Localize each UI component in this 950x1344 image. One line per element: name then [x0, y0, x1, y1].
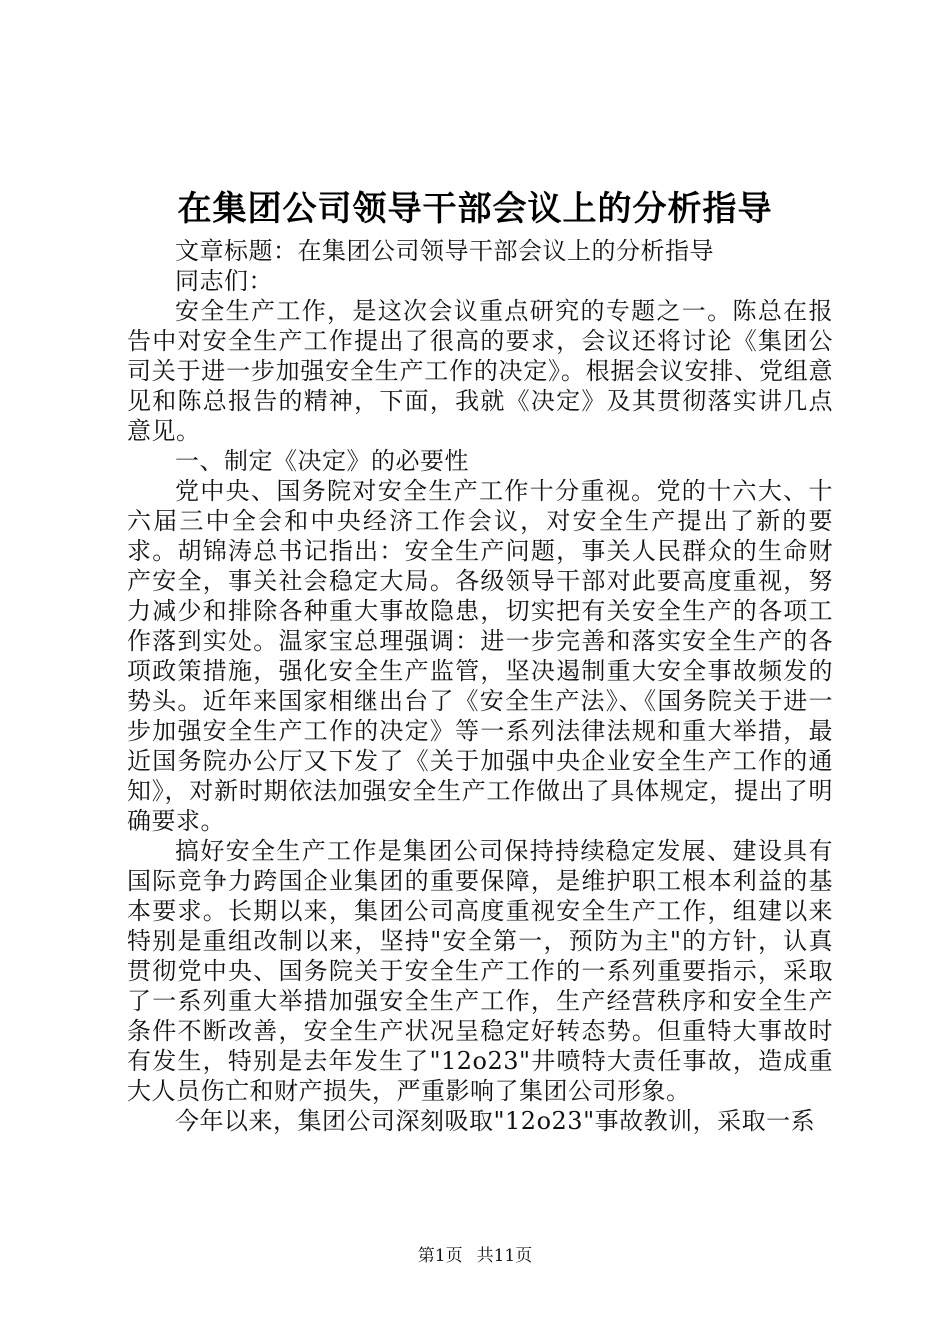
paragraph-group-safety: 搞好安全生产工作是集团公司保持持续稳定发展、建设具有国际竞争力跨国企业集团的重要保障，是维护职工根本利益的基本要求。长期以来，集团公司高度重视安全生产工作，组建以来特别是重组改制以来，坚持"安全第一，预防为主"的方针，认真贯彻党中央、国务院关于安全生产工作的一系列重要指示，采取了一系列重大举措加强安全生产工作，生产经营秩序和安全生产条件不断改善，安全生产状况呈稳定好转态势。但重特大事故时有发生，特别是去年发生了"12o23"井喷特大责任事故，造成重大人员伤亡和财产损失，严重影响了集团公司形象。 — [127, 837, 833, 1105]
total-pages: 共11页 — [476, 1246, 533, 1266]
paragraph-central-policy: 党中央、国务院对安全生产工作十分重视。党的十六大、十六届三中全会和中央经济工作会议，对安全生产提出了新的要求。胡锦涛总书记指出：安全生产问题，事关人民群众的生命财产安全，事关社会稳定大局。各级领导干部对此要高度重视，努力减少和排除各种重大事故隐患，切实把有关安全生产的各项工作落到实处。温家宝总理强调：进一步完善和落实安全生产的各项政策措施，强化安全生产监管，坚决遏制重大安全事故频发的势头。近年来国家相继出台了《安全生产法》、《国务院关于进一步加强安全生产工作的决定》等一系列法律法规和重大举措，最近国务院办公厅又下发了《关于加强中央企业安全生产工作的通知》，对新时期依法加强安全生产工作做出了具体规定，提出了明确要求。 — [127, 477, 833, 835]
section-heading-1: 一、制定《决定》的必要性 — [175, 447, 469, 475]
document-title: 在集团公司领导干部会议上的分析指导 — [177, 189, 773, 229]
document-body — [127, 236, 833, 1136]
paragraph-salutation: 同志们： — [175, 267, 273, 295]
paragraph-this-year: 今年以来，集团公司深刻吸取"12o23"事故教训，采取一系 — [175, 1107, 816, 1135]
page-footer — [0, 1244, 950, 1268]
page-number: 第1页 — [417, 1246, 463, 1266]
paragraph-intro: 安全生产工作，是这次会议重点研究的专题之一。陈总在报告中对安全生产工作提出了很高的要求，会议还将讨论《集团公司关于进一步加强安全生产工作的决定》。根据会议安排、党组意见和陈总报告的精神，下面，我就《决定》及其贯彻落实讲几点意见。 — [127, 297, 833, 445]
paragraph-article-title: 文章标题：在集团公司领导干部会议上的分析指导 — [175, 237, 714, 265]
